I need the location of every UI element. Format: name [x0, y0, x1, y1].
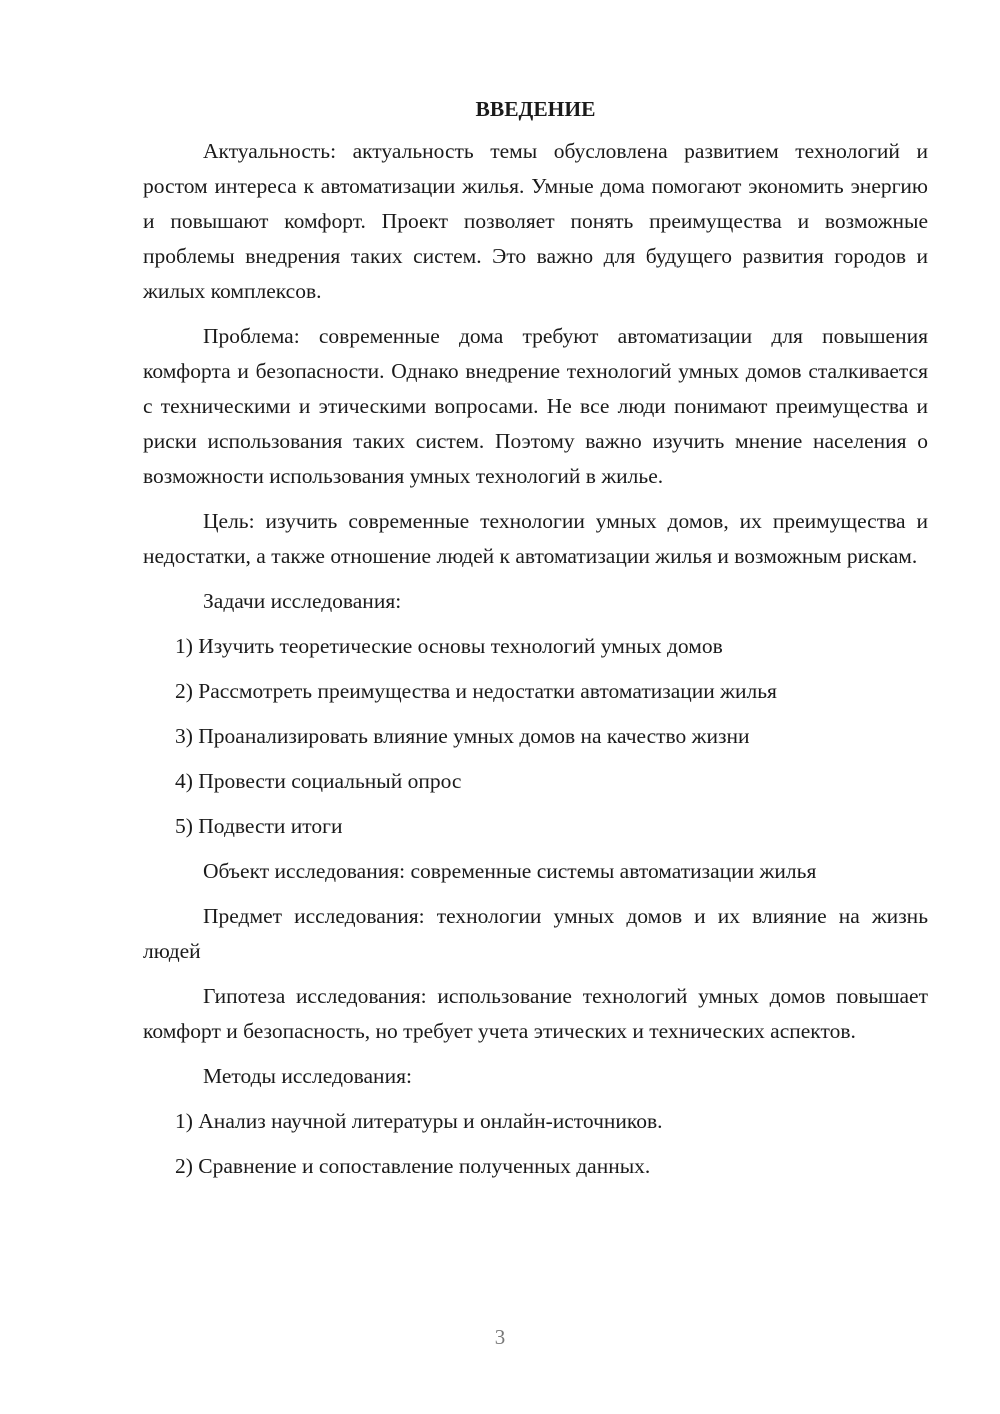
document-page [143, 92, 928, 1194]
list-item: 5) Подвести итоги [175, 814, 343, 838]
methods-list [143, 1104, 928, 1184]
paragraph-problem: Проблема: современные дома требуют автоматизации для повышения комфорта и безопасности. Однако внедрение технологий умных домов сталкивается с техническими и этическими вопросами. Не все люди понимают преимущества и риски использования таких систем. Поэтому важно изучить мнение населения о возможности использования умных технологий в жилье. [143, 324, 928, 488]
paragraph-goal: Цель: изучить современные технологии умных домов, их преимущества и недостатки, а также отношение людей к автоматизации жилья и возможным рискам. [143, 509, 928, 568]
list-item: 2) Сравнение и сопоставление полученных данных. [175, 1154, 651, 1178]
list-item: 1) Изучить теоретические основы технологий умных домов [175, 634, 723, 658]
tasks-heading: Задачи исследования: [203, 589, 402, 613]
paragraph-relevance: Актуальность: актуальность темы обусловлена развитием технологий и ростом интереса к автоматизации жилья. Умные дома помогают экономить энергию и повышают комфорт. Проект позволяет понять преимущества и возможные проблемы внедрения таких систем. Это важно для будущего развития городов и жилых комплексов. [143, 139, 928, 303]
section-title: ВВЕДЕНИЕ [475, 97, 596, 121]
list-item: 2) Рассмотреть преимущества и недостатки автоматизации жилья [175, 679, 777, 703]
methods-heading: Методы исследования: [203, 1064, 412, 1088]
paragraph-object: Объект исследования: современные системы автоматизации жилья [203, 859, 817, 883]
list-item: 1) Анализ научной литературы и онлайн-источников. [175, 1109, 663, 1133]
paragraph-subject: Предмет исследования: технологии умных домов и их влияние на жизнь людей [143, 904, 928, 963]
tasks-list [143, 629, 928, 844]
page-number: 3 [494, 1325, 506, 1349]
list-item: 3) Проанализировать влияние умных домов на качество жизни [175, 724, 750, 748]
list-item: 4) Провести социальный опрос [175, 769, 462, 793]
paragraph-hypothesis: Гипотеза исследования: использование технологий умных домов повышает комфорт и безопасность, но требует учета этических и технических аспектов. [143, 984, 928, 1043]
